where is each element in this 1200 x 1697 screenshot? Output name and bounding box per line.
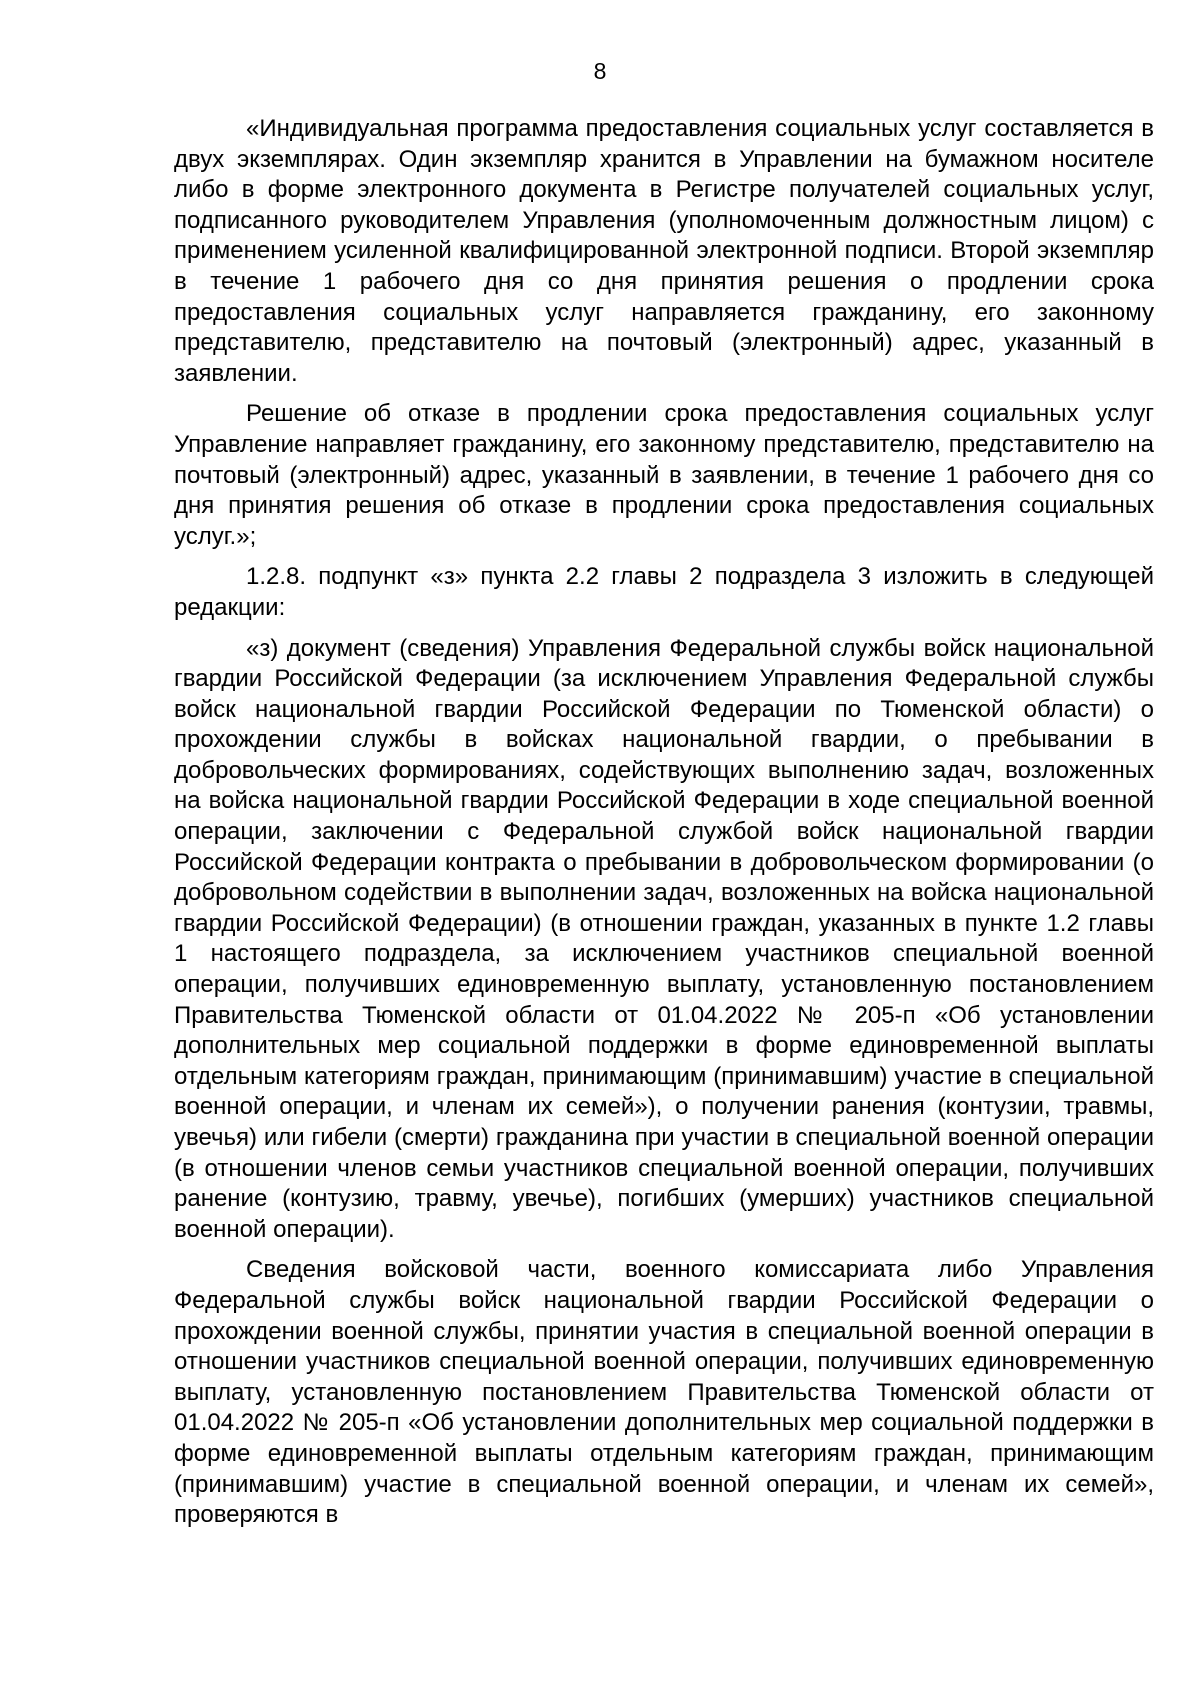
page-number: 8 [593, 58, 607, 84]
document-body [174, 114, 1154, 1541]
paragraph-refusal-decision: Решение об отказе в продлении срока предоставления социальных услуг Управление направляет гражданину, его законному представителю, представителю на почтовый (электронный) адрес, указанный в заявлении, в течение 1 рабочего дня со дня принятия решения об отказе в продлении срока предоставления социальных услуг.»; [174, 400, 1154, 550]
paragraph-item-1-2-8: 1.2.8. подпункт «з» пункта 2.2 главы 2 подраздела 3 изложить в следующей редакции: [174, 563, 1154, 621]
paragraph-individual-program: «Индивидуальная программа предоставления социальных услуг составляется в двух экземплярах. Один экземпляр хранится в Управлении на бумажном носителе либо в форме электронного документа в Регистре получателей социальных услуг, подписанного руководителем Управления (уполномоченным должностным лицом) с применением усиленной квалифицированной электронной подписи. Второй экземпляр в течение 1 рабочего дня со дня принятия решения о продлении срока предоставления социальных услуг направляется гражданину, его законному представителю, представителю на почтовый (электронный) адрес, указанный в заявлении. [174, 115, 1154, 387]
paragraph-subitem-z: «з) документ (сведения) Управления Федеральной службы войск национальной гвардии Российской Федерации (за исключением Управления Федеральной службы войск национальной гвардии Российской Федерации по Тюменской области) о прохождении службы в войсках национальной гвардии, о пребывании в добровольческих формированиях, содействующих выполнению задач, возложенных на войска национальной гвардии Российской Федерации в ходе специальной военной операции, заключении с Федеральной службой войск национальной гвардии Российской Федерации контракта о пребывании в добровольческом формировании (о добровольном содействии в выполнении задач, возложенных на войска национальной гвардии Российской Федерации) (в отношении граждан, указанных в пункте 1.2 главы 1 настоящего подраздела, за исключением участников специальной военной операции, получивших единовременную выплату, установленную постановлением Правительства Тюменской области от 01.04.2022 № 205-п «Об установлении дополнительных мер социальной поддержки в форме единовременной выплаты отдельным категориям граждан, принимающим (принимавшим) участие в специальной военной операции, и членам их семей»), о получении ранения (контузии, травмы, увечья) или гибели (смерти) гражданина при участии в специальной военной операции (в отношении членов семьи участников специальной военной операции, получивших ранение (контузию, травму, увечье), погибших (умерших) участников специальной военной операции). [174, 634, 1154, 1243]
paragraph-military-unit-info: Сведения войсковой части, военного комиссариата либо Управления Федеральной службы войск национальной гвардии Российской Федерации о прохождении военной службы, принятии участия в специальной военной операции в отношении участников специальной военной операции, получивших единовременную выплату, установленную постановлением Правительства Тюменской области от 01.04.2022 № 205-п «Об установлении дополнительных мер социальной поддержки в форме единовременной выплаты отдельным категориям граждан, принимающим (принимавшим) участие в специальной военной операции, и членам их семей», проверяются в [174, 1256, 1154, 1529]
